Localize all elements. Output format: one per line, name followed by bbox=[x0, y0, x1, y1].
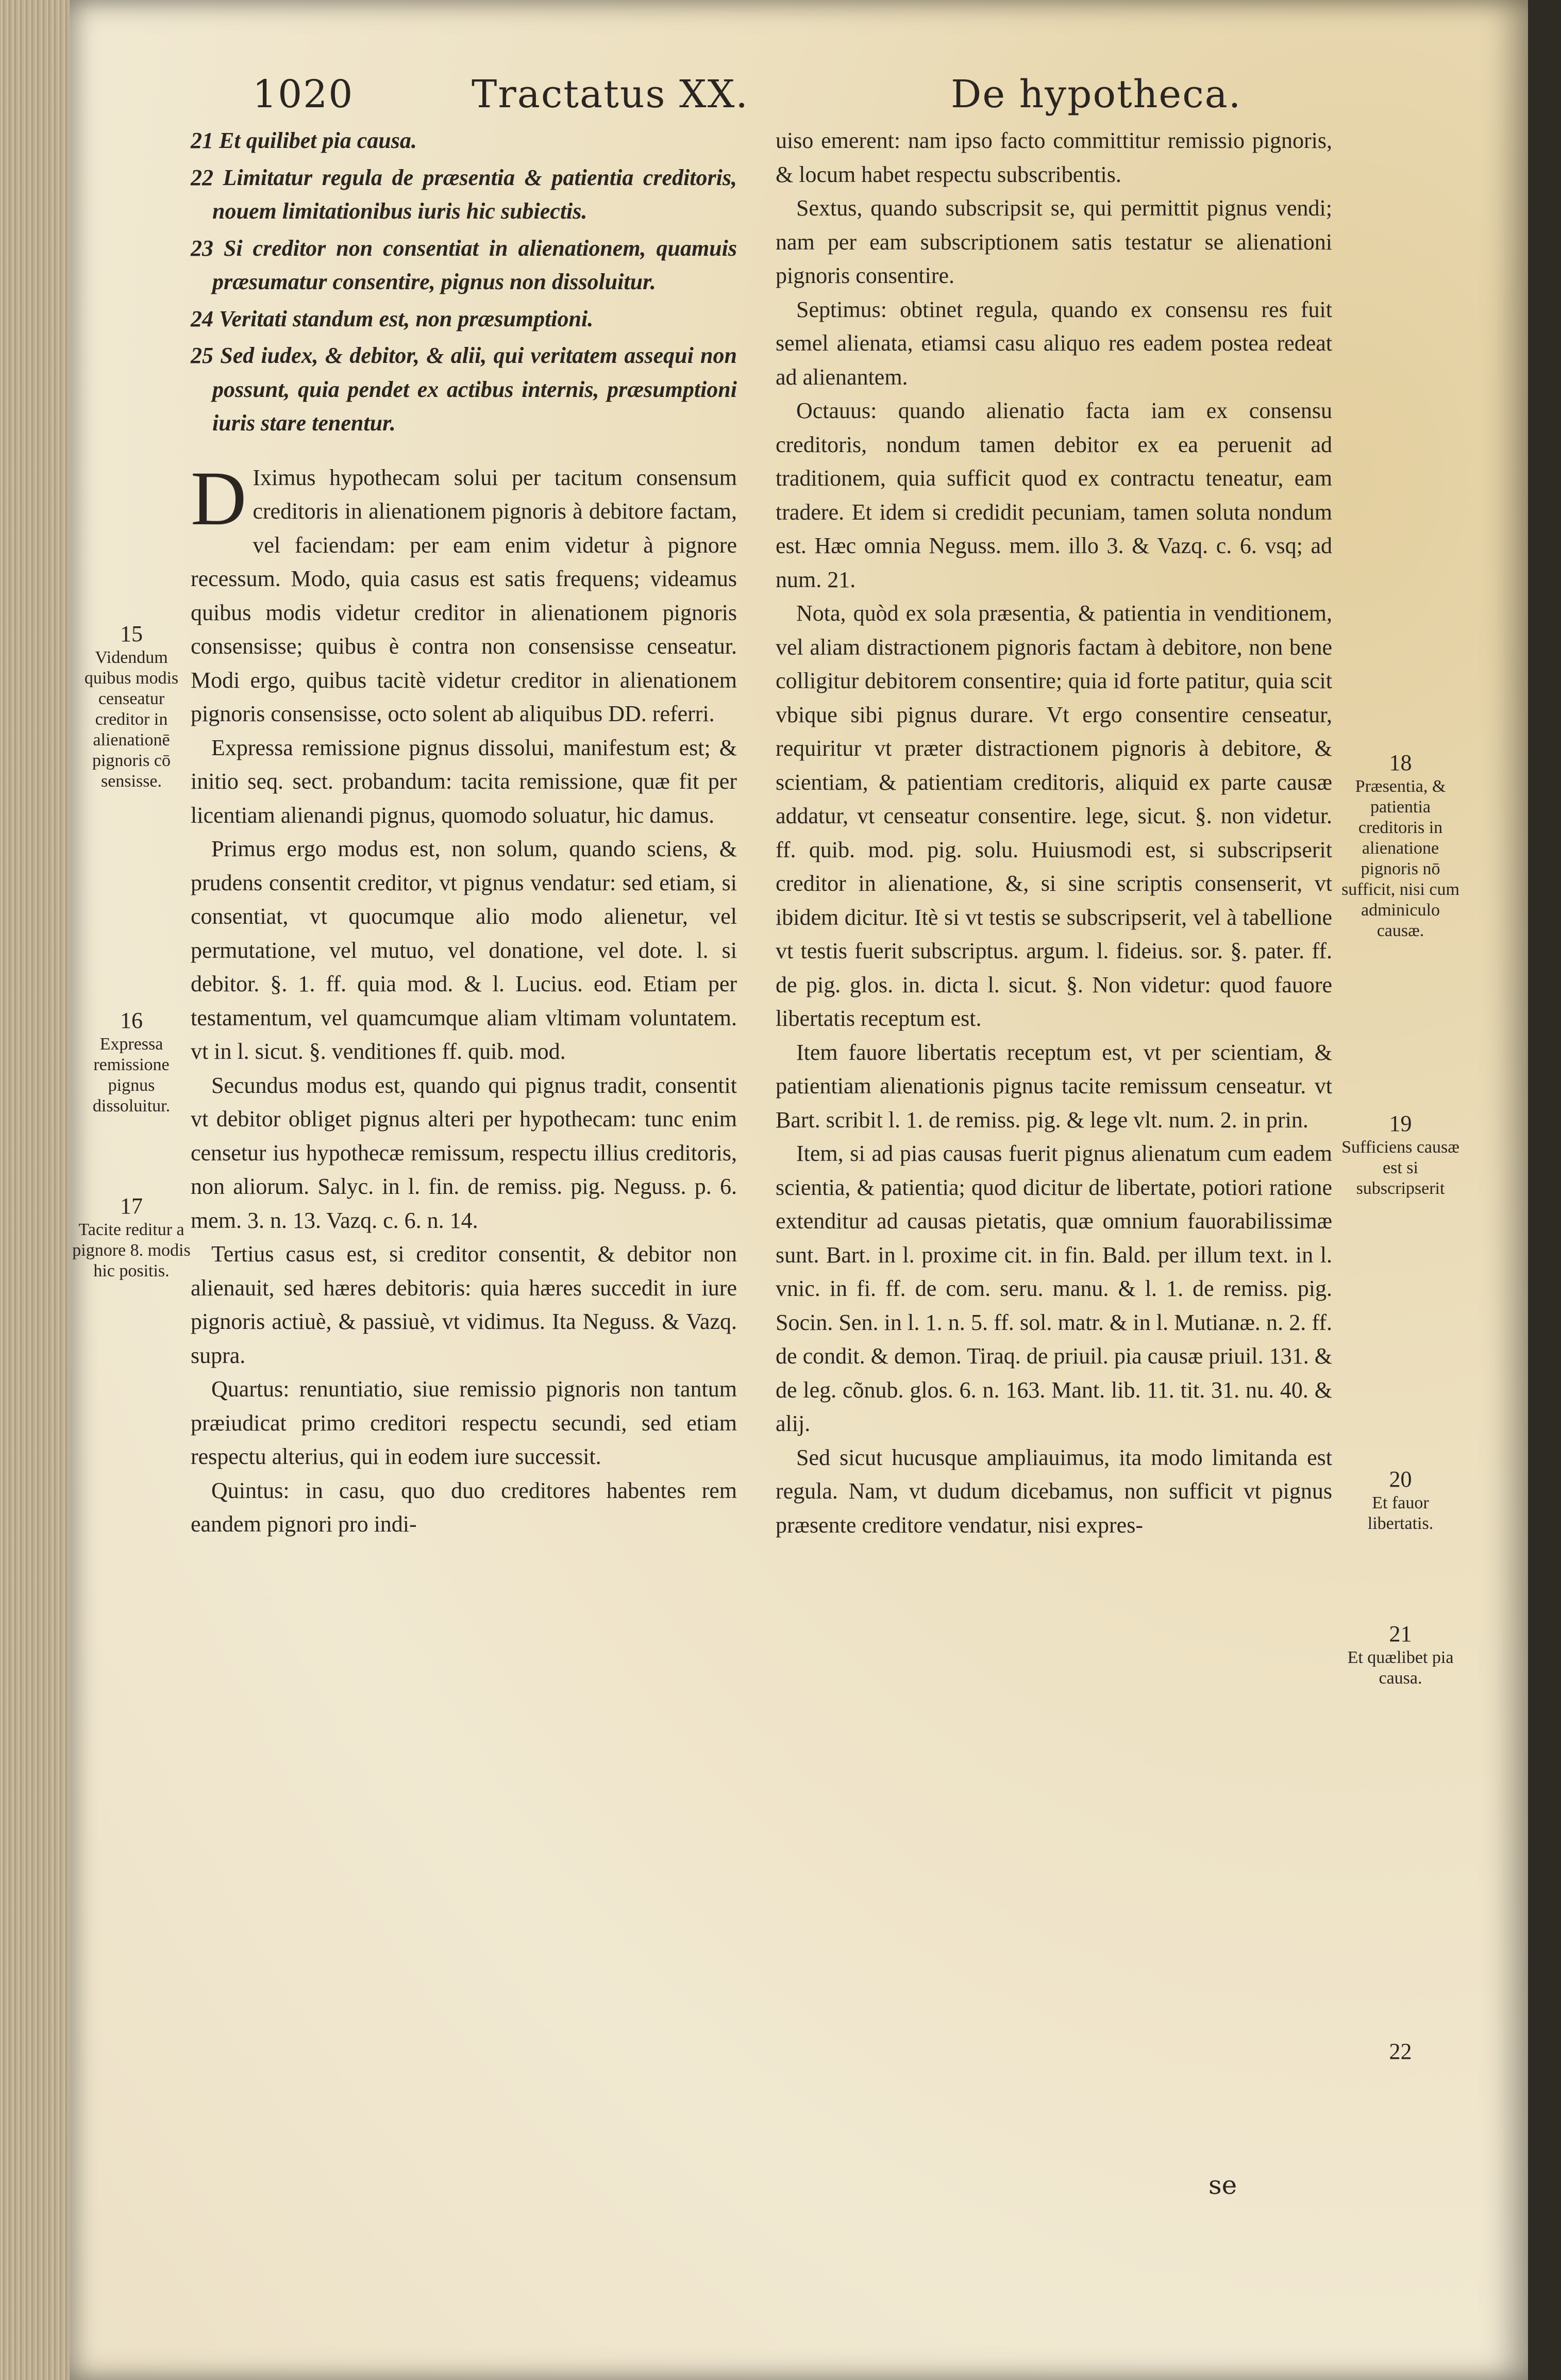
paragraph: Octauus: quando alienatio facta iam ex consensu creditoris, nondum tamen debitor ex ea peruenit ad traditionem, quia sufficit quod ex contractu teneatur, eam tradere. Et idem si credidit pecuniam, tamen soluta nondum est. Hæc omnia Neguss. mem. illo 3. & Vazq. c. 6. vsq; ad num. 21. bbox=[776, 398, 1332, 592]
page-number: 1020 bbox=[253, 72, 354, 116]
paragraph: Sed sicut hucusque ampliauimus, ita modo limitanda est regula. Nam, vt dudum dicebamus, non sufficit vt pignus præsente creditore vendatur, nisi expres- bbox=[776, 1444, 1332, 1538]
drop-cap: D bbox=[191, 455, 247, 541]
summary-list bbox=[191, 124, 737, 440]
paragraph: Quartus: renuntiatio, siue remissio pignoris non tantum præiudicat primo creditori respectu secundi, sed etiam respectu alterius, qui in eodem iure successit. bbox=[191, 1376, 737, 1469]
margin-note-18: 18 Præsentia, & patientia creditoris in alienatione pignoris nō sufficit, nisi cum adminiculo causæ. bbox=[1341, 750, 1459, 940]
catchword: se bbox=[1208, 2170, 1237, 2200]
left-column bbox=[191, 124, 737, 1541]
right-column bbox=[776, 124, 1332, 1542]
paragraph: Secundus modus est, quando qui pignus tradit, consentit vt debitor obliget pignus alteri per hypothecam: tunc enim censetur ius hypothecæ remissum, respectu illius creditoris, non aliorum. Salyc. in l. fin. de remiss. pig. Neguss. p. 6. mem. 3. n. 13. Vazq. c. 6. n. 14. bbox=[191, 1072, 737, 1233]
margin-note-17: 17 Tacite reditur a pignore 8. modis hic positis. bbox=[72, 1193, 191, 1280]
summary-item: 25 Sed iudex, & debitor, & alii, qui veritatem assequi non possunt, quia pendet ex actibus internis, præsumptioni iuris stare tenentur. bbox=[191, 343, 737, 436]
summary-item: 21 Et quilibet pia causa. bbox=[191, 128, 417, 153]
paragraph: uiso emerent: nam ipso facto committitur remissio pignoris, & locum habet respectu subscribentis. bbox=[776, 128, 1332, 187]
summary-item: 22 Limitatur regula de præsentia & patientia creditoris, nouem limitationibus iuris hic subiectis. bbox=[191, 164, 737, 224]
margin-note-19: 19 Sufficiens causæ est si subscripserit bbox=[1341, 1111, 1459, 1198]
paragraph: D Iximus hypothecam solui per tacitum consensum creditoris in alienationem pignoris à debitore factam, vel faciendam: per eam enim videtur à pignore recessum. Modo, quia casus est satis frequens; videamus quibus modis videtur creditor in alienationem pignoris consensisse; quibus è contra non consensisse censeatur. Modi ergo, quibus tacitè videtur creditor in alienationem pignoris consensisse, octo solent ab aliquibus DD. referri. bbox=[191, 455, 737, 726]
margin-note-21: 21 Et quælibet pia causa. bbox=[1347, 1621, 1454, 1688]
summary-item: 23 Si creditor non consentiat in alienationem, quamuis præsumatur consentire, pignus non dissoluitur. bbox=[191, 235, 737, 294]
running-head-tract: Tractatus XX. bbox=[472, 72, 749, 116]
paragraph: Septimus: obtinet regula, quando ex consensu res fuit semel alienata, etiamsi casu aliquo res eadem postea redeat ad alienantem. bbox=[776, 296, 1332, 390]
paragraph: Sextus, quando subscripsit se, qui permittit pignus vendi; nam per eam subscriptionem satis testatur se alienationi pignoris consentire. bbox=[776, 195, 1332, 288]
margin-note-20: 20 Et fauor libertatis. bbox=[1367, 1467, 1434, 1533]
left-body-text bbox=[191, 455, 737, 1541]
summary-item: 24 Veritati standum est, non præsumptioni. bbox=[191, 306, 594, 331]
margin-note-15: 15 Videndum quibus modis censeatur creditor in alienationē pignoris cō sensisse. bbox=[84, 621, 179, 791]
paragraph: Nota, quòd ex sola præsentia, & patientia in venditionem, vel aliam distractionem pignoris factam à debitore, non bene colligitur debitorem consentire; quia id forte patitur, quia scit vbique sibi pignus durare. Vt ergo consentire censeatur, requiritur vt præter distractionem pignoris à debitore, & scientiam, & patientiam creditoris, aliquid ex parte causæ addatur, vt censeatur consentire. lege, sicut. §. non videtur. ff. quib. mod. pig. solu. Huiusmodi est, si subscripserit creditor in alienatione, &, si sine scriptis consenserit, vt ibidem dicitur. Itè si vt testis se subscripserit, vel à tabellione vt testis fuerit subscriptus. argum. l. fideius. sor. §. pater. ff. de pig. glos. in. dicta l. sicut. §. Non videtur: quod fauore libertatis receptum est. bbox=[776, 601, 1332, 1031]
paragraph: Quintus: in casu, quo duo creditores habentes rem eandem pignori pro indi- bbox=[191, 1477, 737, 1537]
right-body-text bbox=[776, 124, 1332, 1542]
paragraph: Primus ergo modus est, non solum, quando sciens, & prudens consentit creditor, vt pignus vendatur: sed etiam, si consentiat, vt quocumque alio modo alienetur, vel permutatione, vel mutuo, vel donatione, vel dote. l. si debitor. §. 1. ff. quia mod. & l. Lucius. eod. Etiam per testamentum, vel quamcumque aliam vltimam voluntatem. vt in l. sicut. §. venditiones ff. quib. mod. bbox=[191, 836, 737, 1064]
paragraph: Item, si ad pias causas fuerit pignus alienatum cum eadem scientia, & patientia; quod dicitur de libertate, potiori ratione extenditur ad causas pietatis, quæ omnium fauorabilissimæ sunt. Bart. in l. proxime cit. in fin. Bald. per illum text. in l. vnic. in fi. ff. de com. seru. manu. & l. 1. de remiss. pig. Socin. Sen. in l. 1. n. 5. ff. sol. matr. & in l. Mutianæ. n. 2. ff. de condit. & demon. Tiraq. de priuil. pia causæ priuil. 131. & de leg. cõnub. glos. 6. n. 163. Mant. lib. 11. tit. 31. nu. 40. & alij. bbox=[776, 1141, 1332, 1436]
paragraph: Tertius casus est, si creditor consentit, & debitor non alienauit, sed hæres debitoris: quia hæres succedit in iure pignoris actiuè, & passiuè, vt vidimus. Ita Neguss. & Vazq. supra. bbox=[191, 1241, 737, 1368]
running-head-subject: De hypotheca. bbox=[951, 72, 1242, 116]
margin-note-22: 22 bbox=[1389, 2039, 1412, 2064]
paragraph: Item fauore libertatis receptum est, vt per scientiam, & patientiam alienationis pignus tacite remissum censeatur. vt Bart. scribit l. 1. de remiss. pig. & lege vlt. num. 2. in prin. bbox=[776, 1039, 1332, 1133]
margin-note-16: 16 Expressa remissione pignus dissoluitur. bbox=[92, 1008, 171, 1116]
book-page-edges bbox=[0, 0, 70, 2380]
paragraph: Expressa remissione pignus dissolui, manifestum est; & initio seq. sect. probandum: tacita remissione, quæ fit per licentiam alienandi pignus, quomodo soluatur, hic damus. bbox=[191, 735, 737, 828]
